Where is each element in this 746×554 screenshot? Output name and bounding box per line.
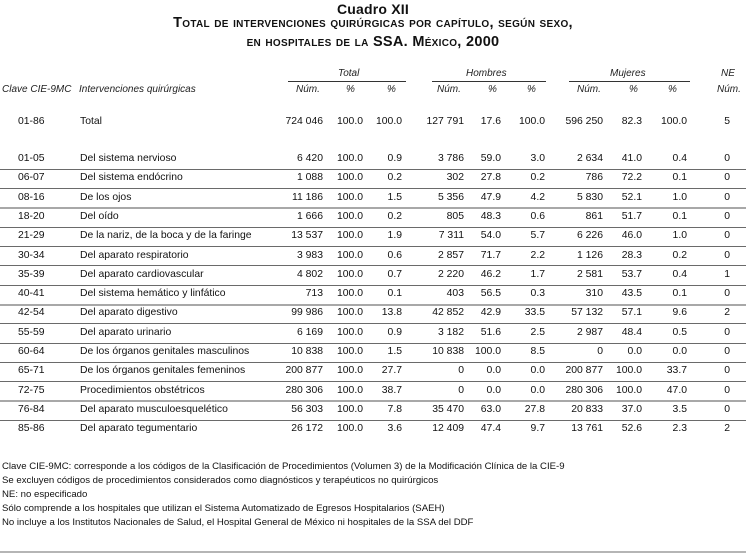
cell-h-pct1: 47.9 — [480, 191, 501, 203]
cell-total-pct2: 0.6 — [387, 249, 402, 261]
group-header-ne: NE — [721, 68, 735, 79]
cell-h-pct2: 27.8 — [524, 403, 545, 415]
cell-code: 01-86 — [18, 116, 45, 127]
cell-h-num: 302 — [446, 172, 464, 184]
bottom-divider — [0, 551, 746, 553]
cell-m-pct2: 1.0 — [672, 230, 687, 242]
cell-h-pct2: 2.5 — [530, 326, 545, 338]
cell-total-num: 13 537 — [291, 230, 323, 242]
cell-h-num: 805 — [446, 210, 464, 222]
cell-m-pct2: 47.0 — [666, 384, 687, 396]
cell-total-pct2: 0.2 — [387, 172, 402, 184]
cell-name: Del aparato musculoesquelético — [80, 403, 228, 415]
cell-h-num: 7 311 — [438, 230, 464, 242]
cell-total-pct2: 27.7 — [381, 365, 402, 377]
cell-total-pct2: 0.1 — [387, 288, 402, 300]
cell-h-num: 2 220 — [437, 268, 464, 280]
cell-h-pct1: 42.9 — [480, 307, 501, 319]
group-header-total: Total — [338, 68, 360, 79]
note-exclusions: No incluye a los Institutos Nacionales de Salud, el Hospital General de México ni hospitales de la SSA del DDF — [2, 517, 474, 528]
cell-m-pct2: 1.0 — [672, 191, 687, 203]
cell-m-pct2: 3.5 — [672, 403, 687, 415]
cell-h-pct2: 3.0 — [530, 153, 545, 164]
cell-m-num: 280 306 — [565, 384, 603, 396]
cell-ne: 0 — [724, 230, 730, 242]
cell-m-pct2: 0.5 — [672, 326, 687, 338]
cell-m-pct1: 48.4 — [621, 326, 642, 338]
cell-code: 35-39 — [18, 268, 45, 280]
table-row — [0, 401, 746, 420]
cell-m-pct1: 0.0 — [627, 346, 642, 357]
cell-h-pct2: 0.3 — [530, 288, 545, 300]
cell-h-pct2: 0.0 — [530, 365, 545, 377]
cell-total-pct2: 7.8 — [387, 403, 402, 415]
header-m-pct2: % — [668, 84, 677, 95]
header-total-pct2: % — [387, 84, 396, 95]
cell-h-num: 42 852 — [432, 307, 464, 319]
cell-h-pct1: 0.0 — [486, 384, 501, 396]
cell-ne: 0 — [724, 210, 730, 222]
cell-ne: 5 — [724, 116, 730, 127]
cell-code: 18-20 — [18, 210, 45, 222]
cell-total-pct1: 100.0 — [336, 191, 363, 203]
cell-m-num: 2 634 — [576, 153, 603, 164]
cell-total-num: 280 306 — [285, 384, 323, 396]
cell-total-pct1: 100.0 — [336, 326, 363, 338]
cell-total-pct1: 100.0 — [336, 230, 363, 242]
cell-m-pct2: 100.0 — [660, 116, 687, 127]
header-h-pct1: % — [488, 84, 497, 95]
cell-h-pct2: 0.2 — [530, 172, 545, 184]
header-h-num: Núm. — [437, 84, 461, 95]
cell-h-pct1: 51.6 — [480, 326, 501, 338]
cell-ne: 0 — [724, 326, 730, 338]
cell-m-pct1: 28.3 — [621, 249, 642, 261]
table-row-total — [0, 113, 746, 132]
cell-m-pct1: 52.1 — [621, 191, 642, 203]
cell-m-pct1: 43.5 — [621, 288, 642, 300]
cell-total-pct2: 0.2 — [387, 210, 402, 222]
cell-total-pct1: 100.0 — [336, 288, 363, 300]
table-row — [0, 343, 746, 362]
cell-total-pct2: 13.8 — [381, 307, 402, 319]
cell-h-num: 127 791 — [426, 116, 464, 127]
cell-ne: 2 — [724, 307, 730, 319]
table-row — [0, 247, 746, 266]
cell-ne: 0 — [724, 172, 730, 184]
cell-code: 72-75 — [18, 384, 45, 396]
table-number: Cuadro XII — [336, 1, 409, 17]
cell-name: Del aparato urinario — [80, 326, 172, 338]
cell-code: 60-64 — [18, 346, 45, 357]
header-m-pct1: % — [629, 84, 638, 95]
cell-m-num: 13 761 — [571, 423, 603, 435]
group-rule-total — [288, 81, 406, 82]
cell-m-pct2: 0.1 — [672, 172, 687, 184]
cell-h-pct1: 27.8 — [480, 172, 501, 184]
cell-code: 06-07 — [18, 172, 45, 184]
cell-total-pct2: 100.0 — [375, 116, 402, 127]
header-name: Intervenciones quirúrgicas — [79, 84, 196, 95]
note-excluded: Se excluyen códigos de procedimientos considerados como diagnósticos y terapéuticos no quirúrgicos — [2, 475, 439, 486]
cell-m-pct1: 53.7 — [621, 268, 642, 280]
cell-total-num: 3 983 — [296, 249, 323, 261]
cell-h-num: 2 857 — [437, 249, 464, 261]
cell-total-num: 1 088 — [296, 172, 323, 184]
cell-total-num: 26 172 — [291, 423, 323, 435]
cell-code: 85-86 — [18, 423, 45, 435]
cell-m-pct1: 57.1 — [621, 307, 642, 319]
cell-total-num: 4 802 — [296, 268, 323, 280]
table-row — [0, 208, 746, 227]
cell-ne: 2 — [724, 423, 730, 435]
cell-m-num: 200 877 — [565, 365, 603, 377]
cell-m-pct2: 2.3 — [672, 423, 687, 435]
cell-m-pct1: 100.0 — [615, 384, 642, 396]
cell-name: Del sistema endócrino — [80, 172, 183, 184]
cell-name: De los ojos — [80, 191, 132, 203]
cell-m-pct2: 0.4 — [672, 268, 687, 280]
table-title-line-1: Total de intervenciones quirúrgicas por capítulo, según sexo, — [173, 15, 573, 31]
cell-h-pct2: 8.5 — [530, 346, 545, 357]
cell-m-num: 310 — [585, 288, 603, 300]
cell-h-pct1: 100.0 — [474, 346, 501, 357]
cell-code: 42-54 — [18, 307, 45, 319]
cell-h-num: 5 356 — [437, 191, 464, 203]
note-ne: NE: no especificado — [2, 489, 88, 500]
cell-h-pct1: 17.6 — [480, 116, 501, 127]
cell-m-num: 0 — [597, 346, 603, 357]
cell-code: 65-71 — [18, 365, 45, 377]
cell-m-pct1: 100.0 — [615, 365, 642, 377]
cell-total-pct1: 100.0 — [336, 423, 363, 435]
cell-total-pct1: 100.0 — [336, 210, 363, 222]
cell-h-pct2: 9.7 — [530, 423, 545, 435]
cell-m-pct2: 0.0 — [672, 346, 687, 357]
cell-code: 08-16 — [18, 191, 45, 203]
table-row — [0, 189, 746, 208]
cell-total-num: 6 420 — [296, 153, 323, 164]
cell-ne: 1 — [724, 268, 730, 280]
group-header-hombres: Hombres — [466, 68, 507, 79]
note-saeh: Sólo comprende a los hospitales que utilizan el Sistema Automatizado de Egresos Hospitalarios (SAEH) — [2, 503, 445, 514]
cell-name: Del sistema hemático y linfático — [80, 288, 226, 300]
cell-h-pct1: 71.7 — [480, 249, 501, 261]
cell-m-pct2: 33.7 — [666, 365, 687, 377]
cell-h-pct2: 0.0 — [530, 384, 545, 396]
cell-total-num: 200 877 — [285, 365, 323, 377]
header-h-pct2: % — [527, 84, 536, 95]
cell-h-pct1: 46.2 — [480, 268, 501, 280]
cell-total-pct2: 1.5 — [387, 346, 402, 357]
cell-total-pct1: 100.0 — [336, 403, 363, 415]
cell-m-pct1: 82.3 — [621, 116, 642, 127]
cell-h-pct1: 54.0 — [480, 230, 501, 242]
group-header-mujeres: Mujeres — [610, 68, 646, 79]
cell-m-pct1: 51.7 — [621, 210, 642, 222]
cell-h-pct2: 1.7 — [530, 268, 545, 280]
cell-ne: 0 — [724, 288, 730, 300]
cell-m-num: 2 987 — [576, 326, 603, 338]
cell-code: 01-05 — [18, 153, 45, 164]
cell-h-num: 3 182 — [437, 326, 464, 338]
cell-m-pct2: 9.6 — [672, 307, 687, 319]
cell-name: Del aparato cardiovascular — [80, 268, 204, 280]
cell-h-pct1: 0.0 — [486, 365, 501, 377]
group-rule-mujeres — [569, 81, 690, 82]
cell-total-pct1: 100.0 — [336, 172, 363, 184]
header-total-num: Núm. — [296, 84, 320, 95]
table-row — [0, 420, 746, 439]
cell-h-pct1: 48.3 — [480, 210, 501, 222]
cell-m-pct2: 0.1 — [672, 210, 687, 222]
table-row — [0, 227, 746, 246]
cell-total-num: 713 — [305, 288, 323, 300]
cell-total-pct1: 100.0 — [336, 307, 363, 319]
cell-total-pct1: 100.0 — [336, 268, 363, 280]
cell-total-pct1: 100.0 — [336, 346, 363, 357]
cell-m-pct1: 37.0 — [621, 403, 642, 415]
cell-name: Del sistema nervioso — [80, 153, 177, 164]
cell-total-pct2: 1.5 — [387, 191, 402, 203]
cell-code: 21-29 — [18, 230, 45, 242]
cell-h-pct2: 0.6 — [530, 210, 545, 222]
cell-h-pct2: 2.2 — [530, 249, 545, 261]
cell-h-num: 35 470 — [432, 403, 464, 415]
cell-m-num: 5 830 — [576, 191, 603, 203]
cell-h-pct1: 56.5 — [480, 288, 501, 300]
table-row — [0, 382, 746, 401]
cell-m-num: 596 250 — [565, 116, 603, 127]
cell-total-num: 10 838 — [291, 346, 323, 357]
cell-total-pct1: 100.0 — [336, 153, 363, 164]
cell-h-pct2: 100.0 — [518, 116, 545, 127]
cell-m-num: 20 833 — [571, 403, 603, 415]
cell-m-pct2: 0.1 — [672, 288, 687, 300]
cell-total-num: 11 186 — [291, 191, 323, 203]
cell-h-pct2: 33.5 — [524, 307, 545, 319]
cell-ne: 0 — [724, 249, 730, 261]
cell-m-num: 57 132 — [571, 307, 603, 319]
table-row — [0, 324, 746, 343]
header-ne-num: Núm. — [717, 84, 741, 95]
cell-m-pct1: 72.2 — [621, 172, 642, 184]
header-total-pct1: % — [346, 84, 355, 95]
table-notes — [2, 460, 565, 530]
note-clave: Clave CIE-9MC: corresponde a los códigos de la Clasificación de Procedimientos (Volumen 3) de la Modificación Clínica de la CIE-9 — [2, 461, 565, 472]
cell-h-pct1: 63.0 — [480, 403, 501, 415]
cell-total-pct2: 38.7 — [381, 384, 402, 396]
table-row — [0, 169, 746, 188]
cell-name: Del aparato tegumentario — [80, 423, 198, 435]
cell-total-num: 724 046 — [285, 116, 323, 127]
cell-ne: 0 — [724, 384, 730, 396]
cell-total-pct2: 1.9 — [387, 230, 402, 242]
group-rule-hombres — [432, 81, 546, 82]
cell-h-num: 12 409 — [432, 423, 464, 435]
cell-ne: 0 — [724, 403, 730, 415]
cell-m-num: 6 226 — [576, 230, 603, 242]
cell-name: Del oído — [80, 210, 119, 222]
cell-h-pct2: 5.7 — [530, 230, 545, 242]
cell-ne: 0 — [724, 191, 730, 203]
cell-total-pct1: 100.0 — [336, 249, 363, 261]
cell-total-pct1: 100.0 — [336, 116, 363, 127]
cell-ne: 0 — [724, 346, 730, 357]
cell-name: De los órganos genitales femeninos — [80, 365, 246, 377]
header-m-num: Núm. — [577, 84, 601, 95]
cell-name: Procedimientos obstétricos — [80, 384, 205, 396]
cell-ne: 0 — [724, 365, 730, 377]
cell-h-num: 3 786 — [437, 153, 464, 164]
cell-name: Del aparato digestivo — [80, 307, 178, 319]
header-code: Clave CIE-9MC — [2, 84, 72, 95]
cell-m-pct1: 46.0 — [621, 230, 642, 242]
cell-name: De la nariz, de la boca y de la faringe — [80, 230, 252, 242]
table-title-line-2: en hospitales de la SSA. México, 2000 — [246, 34, 500, 50]
cell-m-pct1: 41.0 — [621, 153, 642, 164]
cell-m-pct2: 0.4 — [672, 153, 687, 164]
cell-total-pct2: 0.9 — [387, 326, 402, 338]
cell-m-pct2: 0.2 — [672, 249, 687, 261]
cell-h-pct1: 47.4 — [480, 423, 501, 435]
cell-code: 55-59 — [18, 326, 45, 338]
table-row — [0, 362, 746, 381]
table-row — [0, 285, 746, 304]
cell-h-num: 403 — [446, 288, 464, 300]
cell-m-num: 2 581 — [576, 268, 603, 280]
cell-total-num: 6 169 — [296, 326, 323, 338]
cell-ne: 0 — [724, 153, 730, 164]
cell-h-num: 0 — [458, 384, 464, 396]
cell-total-pct1: 100.0 — [336, 384, 363, 396]
cell-h-num: 0 — [458, 365, 464, 377]
cell-h-num: 10 838 — [432, 346, 464, 357]
cell-code: 76-84 — [18, 403, 45, 415]
cell-total-num: 56 303 — [291, 403, 323, 415]
cell-total-pct2: 3.6 — [387, 423, 402, 435]
cell-code: 30-34 — [18, 249, 45, 261]
cell-m-pct1: 52.6 — [621, 423, 642, 435]
table-row — [0, 304, 746, 323]
cell-name: De los órganos genitales masculinos — [80, 346, 250, 357]
cell-total-pct2: 0.9 — [387, 153, 402, 164]
cell-total-pct1: 100.0 — [336, 365, 363, 377]
cell-total-num: 99 986 — [291, 307, 323, 319]
cell-code: 40-41 — [18, 288, 45, 300]
cell-h-pct1: 59.0 — [480, 153, 501, 164]
cell-name: Total — [80, 116, 102, 127]
cell-name: Del aparato respiratorio — [80, 249, 189, 261]
cell-m-num: 786 — [585, 172, 603, 184]
cell-m-num: 861 — [585, 210, 603, 222]
cell-h-pct2: 4.2 — [530, 191, 545, 203]
cell-total-num: 1 666 — [296, 210, 323, 222]
table-row — [0, 266, 746, 285]
cell-total-pct2: 0.7 — [387, 268, 402, 280]
cell-m-num: 1 126 — [576, 249, 603, 261]
table-row — [0, 150, 746, 169]
